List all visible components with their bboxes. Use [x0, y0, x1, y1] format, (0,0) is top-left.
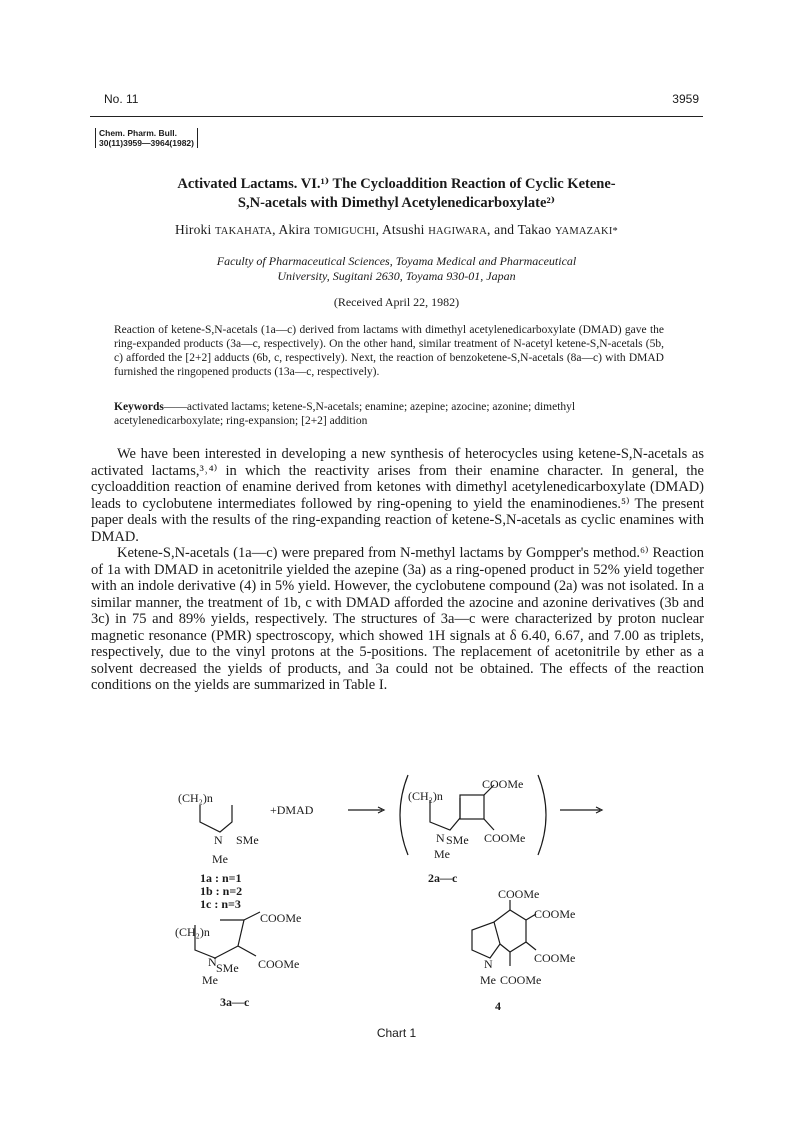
- affiliation: [90, 254, 703, 284]
- compound-4-n: N: [484, 957, 493, 971]
- compound-1-sme: SMe: [236, 833, 259, 847]
- compound-2-sme: SMe: [446, 833, 469, 847]
- author-4-last: YAMAZAKI*: [554, 226, 618, 237]
- label-3: 3a—c: [220, 995, 250, 1009]
- compound-2-me: Me: [434, 847, 450, 861]
- keywords-label: Keywords: [114, 401, 164, 413]
- paragraph-1: We have been interested in developing a new synthesis of heterocycles using ketene-S,N-acetals as activated lactams,³˒⁴⁾ in which the reactivity arises from their enamine character. In general, the cycloaddition reaction of enamine derived from ketones with dimethyl acetylenedicarboxylate (DMAD) leads to cyclobutene intermediates followed by ring-opening to yield the enaminodienes.⁵⁾ The present paper deals with the results of the ring-expanding reaction of ketene-S,N-acetals as cyclic enamines with DMAD.: [91, 446, 704, 545]
- author-1-last: TAKAHATA: [215, 226, 273, 237]
- compound-4-coome-right-bottom: COOMe: [534, 951, 576, 965]
- compound-3-ch2n: (CH₂)n: [175, 925, 210, 939]
- compound-2-coome-bottom: COOMe: [484, 831, 526, 845]
- compound-3-coome-top: COOMe: [260, 911, 302, 925]
- author-3-last: HAGIWARA: [428, 226, 487, 237]
- paragraph-2: Ketene-S,N-acetals (1a—c) were prepared from N-methyl lactams by Gompper's method.⁶⁾ Reaction of 1a with DMAD in acetonitrile yielded the azepine (3a) as a ring-opened product in 52% yield together with an indole derivative (4) in 5% yield. However, the cyclobutene compound (2a) was not isolated. In a similar manner, the treatment of 1b, c with DMAD afforded the azocine and azonine derivatives (3b and 3c) in 75 and 89% yields, respectively. The structures of 3a—c were characterized by proton nuclear magnetic resonance (PMR) spectroscopy, which showed 1H signals at δ 6.40, 6.67, and 7.00 as triplets, respectively, due to the vinyl protons at the 5-positions. The replacement of acetonitrile by ether as a solvent decreased the yields of products, and 3a could not be obtained. The effects of the reaction conditions on the yields are summarized in Table I.: [91, 545, 704, 693]
- reaction-scheme: [160, 770, 630, 1025]
- compound-4-coome-right-top: COOMe: [534, 907, 576, 921]
- author-3: [382, 222, 487, 237]
- compound-4-ester-bond-3: [526, 942, 536, 950]
- compound-3-ester-bond-2: [238, 946, 256, 956]
- compound-3-coome-bottom: COOMe: [258, 957, 300, 971]
- compound-1-n: N: [214, 833, 223, 847]
- compound-3-n: N: [208, 955, 217, 969]
- compound-1-ring: [200, 805, 232, 832]
- compound-4-coome-top: COOMe: [498, 887, 540, 901]
- author-4-first: Takao: [517, 222, 552, 237]
- compound-3-ester-bond-1: [244, 912, 260, 920]
- compound-3-sme: SMe: [216, 961, 239, 975]
- compound-3-me: Me: [202, 973, 218, 987]
- article-title: [90, 175, 703, 213]
- bracket-right: [538, 775, 546, 855]
- citation-volume: 30(11)3959—3964(1982): [99, 138, 194, 148]
- label-1c: 1c : n=3: [200, 897, 241, 911]
- author-2-first: Akira: [278, 222, 311, 237]
- cyclobutene-ring: [460, 795, 484, 819]
- author-list: Hiroki TAKAHATA, Akira TOMIGUCHI, Atsushi HAGIWARA, and Takao YAMAZAKI*: [175, 222, 618, 237]
- journal-issue-number: No. 11: [104, 92, 139, 106]
- author-1-first: Hiroki: [175, 222, 212, 237]
- journal-citation: [95, 128, 198, 148]
- compound-1-ch2n: (CH₂)n: [178, 791, 213, 805]
- header-rule: [90, 116, 703, 117]
- label-4: 4: [495, 999, 501, 1013]
- bracket-left: [400, 775, 408, 855]
- label-2: 2a—c: [428, 871, 458, 885]
- body-text: [91, 446, 704, 694]
- compound-2-n: N: [436, 831, 445, 845]
- author-1: [175, 222, 272, 237]
- title-line-2: S,N-acetals with Dimethyl Acetylenedicarboxylate²⁾: [237, 195, 556, 211]
- citation-journal: Chem. Pharm. Bull.: [99, 128, 177, 138]
- compound-2-coome-top: COOMe: [482, 777, 524, 791]
- label-1b: 1b : n=2: [200, 884, 243, 898]
- affiliation-line-2: University, Sugitani 2630, Toyama 930-01, Japan: [277, 269, 516, 283]
- keywords-text: ——activated lactams; ketene-S,N-acetals; enamine; azepine; azocine; azonine; dimethyl acetylenedicarboxylate; ring-expansion; [2+2] addition: [114, 401, 576, 427]
- received-date: (Received April 22, 1982): [333, 295, 460, 309]
- chart-caption: Chart 1: [376, 1026, 417, 1040]
- compound-2-ch2n: (CH₂)n: [408, 789, 443, 803]
- compound-4-me: Me: [480, 973, 496, 987]
- page-number: 3959: [672, 92, 699, 106]
- label-1a: 1a : n=1: [200, 871, 242, 885]
- abstract: Reaction of ketene-S,N-acetals (1a—c) derived from lactams with dimethyl acetylenedicarboxylate (DMAD) gave the ring-expanded products (3a—c, respectively). On the other hand, similar treatment of N-acetyl ketene-S,N-acetals (5b, c) afforded the [2+2] adducts (6b, c, respectively). Next, the reaction of benzoketene-S,N-acetals (8a—c) with DMAD furnished the ringopened products (13a—c, respectively).: [114, 324, 664, 378]
- compound-1-me: Me: [212, 852, 228, 866]
- compound-4-pyrrole: [472, 922, 500, 958]
- author-2-last: TOMIGUCHI: [313, 226, 376, 237]
- reaction-scheme-drawing: [160, 770, 630, 1025]
- author-4: [518, 222, 618, 237]
- keywords: [114, 400, 664, 428]
- plus-dmad: +DMAD: [270, 803, 314, 817]
- compound-2-ester-bond-2: [484, 819, 494, 830]
- affiliation-line-1: Faculty of Pharmaceutical Sciences, Toyama Medical and Pharmaceutical: [216, 254, 577, 268]
- author-3-first: Atsushi: [381, 222, 425, 237]
- title-line-1: Activated Lactams. VI.¹⁾ The Cycloaddition Reaction of Cyclic Ketene-: [177, 176, 616, 192]
- author-2: [279, 222, 376, 237]
- compound-4-coome-bottom: COOMe: [500, 973, 542, 987]
